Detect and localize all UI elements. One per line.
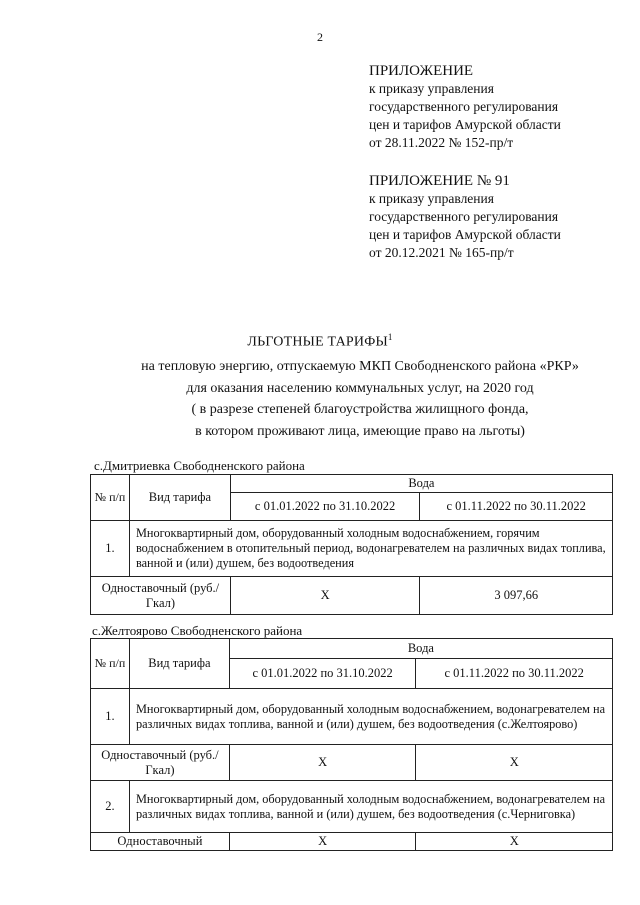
row-description: Многоквартирный дом, оборудованный холодным водоснабжением, горячим водоснабжением в отопительный период, водонагревателем на различных видах топлива, ванной и (или) душем, без водоотведения <box>129 521 612 577</box>
subtitle-line: на тепловую энергию, отпускаемую МКП Свободненского района «РКР» <box>141 359 579 374</box>
appendix-block-current <box>369 62 561 152</box>
rate-value-period-2: Х <box>416 833 613 851</box>
row-description: Многоквартирный дом, оборудованный холодным водоснабжением, водонагревателем на различных видах топлива, ванной и (или) душем, без водоотведения (с.Черниговка) <box>129 781 612 833</box>
document-subtitle <box>90 356 630 442</box>
row-number: 1. <box>91 689 130 745</box>
tariff-table-dmitrievka <box>90 474 613 615</box>
header-water: Вода <box>230 475 612 493</box>
location-label: с.Дмитриевка Свободненского района <box>94 458 305 473</box>
appendix-line: государственного регулирования <box>369 209 559 224</box>
appendix-heading: ПРИЛОЖЕНИЕ <box>369 63 474 79</box>
appendix-line: от 20.12.2021 № 165-пр/т <box>369 245 514 260</box>
header-water: Вода <box>229 639 612 659</box>
row-description: Многоквартирный дом, оборудованный холодным водоснабжением, водонагревателем на различных видах топлива, ванной и (или) душем, без водоотведения (с.Желтоярово) <box>129 689 612 745</box>
header-period-2: с 01.11.2022 по 30.11.2022 <box>420 493 613 521</box>
tariff-table-zheltoyarovo <box>90 638 613 851</box>
location-label: с.Желтоярово Свободненского района <box>92 623 303 638</box>
appendix-line: цен и тарифов Амурской области <box>369 117 561 132</box>
header-period-2: с 01.11.2022 по 30.11.2022 <box>416 659 613 689</box>
row-number: 2. <box>91 781 130 833</box>
header-number: № п/п <box>91 639 130 689</box>
rate-value-period-1: Х <box>229 745 416 781</box>
document-title <box>0 332 640 351</box>
rate-label: Одноставочный (руб./Гкал) <box>91 745 230 781</box>
rate-label: Одноставочный <box>91 833 230 851</box>
appendix-line: цен и тарифов Амурской области <box>369 227 561 242</box>
header-period-1: с 01.01.2022 по 31.10.2022 <box>229 659 416 689</box>
subtitle-line: ( в разрезе степеней благоустройства жилищного фонда, <box>191 402 529 417</box>
subtitle-line: в котором проживают лица, имеющие право на льготы) <box>195 423 525 439</box>
title-footnote: 1 <box>387 332 393 342</box>
subtitle-line: для оказания населению коммунальных услуг, на 2020 год <box>186 380 534 396</box>
appendix-line: от 28.11.2022 № 152-пр/т <box>369 135 514 150</box>
appendix-heading: ПРИЛОЖЕНИЕ № 91 <box>369 173 510 189</box>
title-text: ЛЬГОТНЫЕ ТАРИФЫ <box>247 334 388 350</box>
appendix-block-original <box>369 172 561 262</box>
rate-value-period-2: 3 097,66 <box>420 577 613 615</box>
rate-label: Одноставочный (руб./Гкал) <box>91 577 231 615</box>
row-number: 1. <box>91 521 130 577</box>
appendix-line: к приказу управления <box>369 191 494 206</box>
header-tariff-type: Вид тарифа <box>129 639 229 689</box>
rate-value-period-1: Х <box>230 577 420 615</box>
page-number: 2 <box>317 30 323 44</box>
header-tariff-type: Вид тарифа <box>129 475 230 521</box>
rate-value-period-2: Х <box>416 745 613 781</box>
appendix-line: к приказу управления <box>369 81 494 96</box>
header-period-1: с 01.01.2022 по 31.10.2022 <box>230 493 420 521</box>
header-number: № п/п <box>91 475 130 521</box>
rate-value-period-1: Х <box>229 833 416 851</box>
appendix-line: государственного регулирования <box>369 99 559 114</box>
